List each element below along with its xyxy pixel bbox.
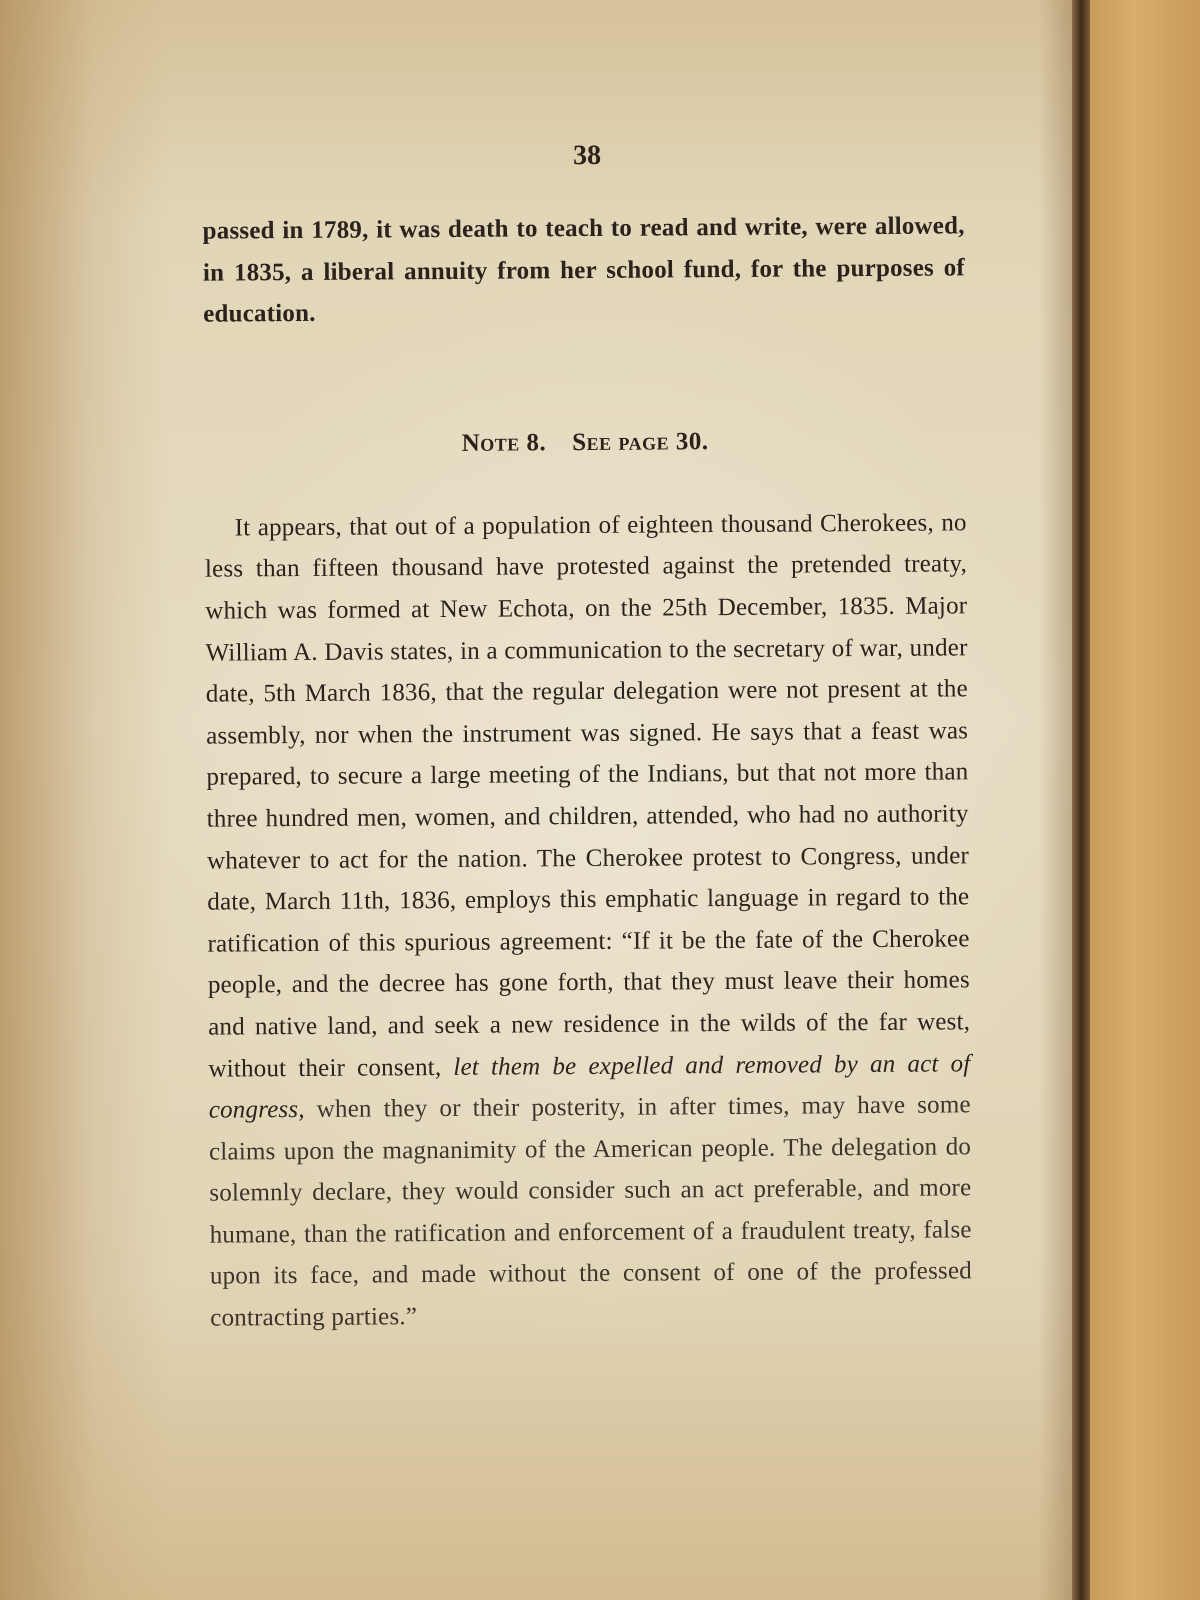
note-paragraph	[205, 502, 973, 1339]
continued-paragraph: passed in 1789, it was death to teach to read and write, were allowed, in 1835, a liberal annuity from her school fund, for the purposes of education.	[202, 212, 965, 328]
book-gutter	[1072, 0, 1090, 1600]
note-text-part1: It appears, that out of a population of eighteen thousand Cherokees, no less than fifteen thousand have protested against the pretended treaty, which was formed at New Echota, on the 25th December, 1835. Major William A. Davis states, in a communication to the secretary of war, under date, 5th March 1836, that the regular delegation were not present at the assembly, nor when the instrument was signed. He says that a feast was prepared, to secure a large meeting of the Indians, but that not more than three hundred men, women, and children, attended, who had no authority whatever to act for the nation. The Cherokee protest to Congress, under date, March 11th, 1836, employs this emphatic language in regard to the ratification of this spurious agreement: “If it be the fate of the Cherokee people, and the decree has gone forth, that they must leave their homes and native land, and seek a new residence in the wilds of the far west, without their consent,	[204, 509, 971, 1083]
adjacent-page-edge	[1090, 0, 1200, 1600]
note-heading	[204, 426, 966, 459]
note-text-part2: when they or their posterity, in after times, may have some claims upon the magnanimity of the American people. The delegation do solemnly declare, they would consider such an act preferable, and more humane, than the ratification and enforcement of a fraudulent treaty, false upon its face, and made without the consent of one of the professed contracting parties.”	[208, 1091, 973, 1332]
note-label: Note 8.	[461, 429, 547, 457]
page-text-block	[202, 137, 972, 1339]
note-text-italic: let them be expelled and removed by an act of congress,	[208, 1049, 971, 1124]
see-page-label: See page 30.	[572, 427, 709, 456]
page-number: 38	[573, 139, 602, 172]
